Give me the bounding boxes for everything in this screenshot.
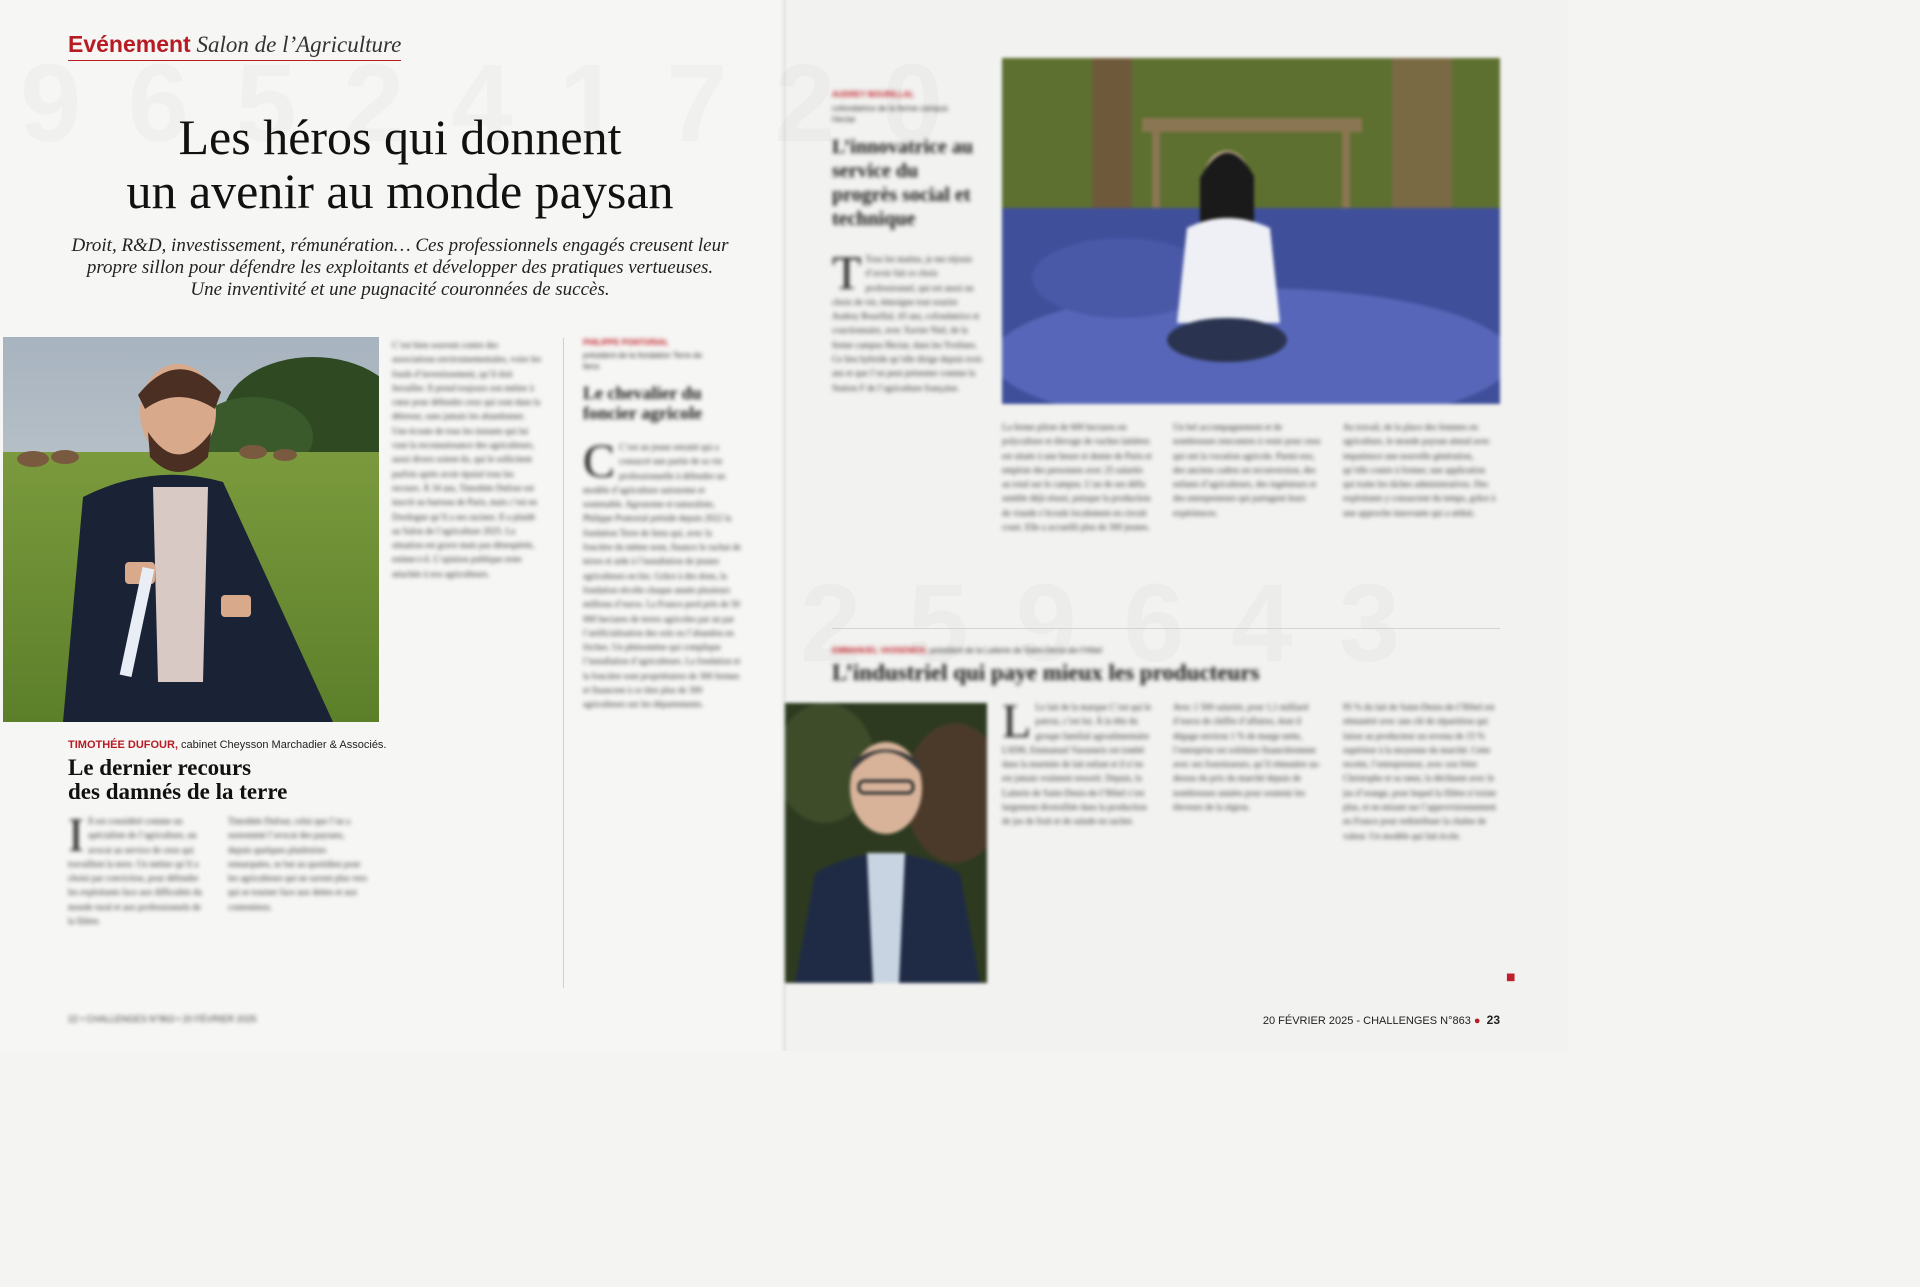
timothee-caption: [68, 738, 387, 752]
philippe-title: Le chevalier du foncier agricole: [583, 383, 703, 423]
philippe-body-text: C’est un jeune retraité qui a consacré une partie de sa vie professionnelle à défendre un modèle d’agriculture autonome et soutenable. Agronome et naturaliste, Philippe Pontorial préside depuis 2022 la fondation Terre de liens qui, avec la foncière du même nom, finance le rachat de terres et aide à l’installation de jeunes agriculteurs en bio. Grâce à des dons, la fondation récolte chaque année plusieurs millions d’euros. La France perd près de 50 000 hectares de terres agricoles par an par l’artificialisation des sols ou l’abandon en friches. Un phénomène qui complique l’installation d’agriculteurs. La fondation et la foncière sont propriétaires de 300 fermes et financent à ce titre plus de 300 agriculteurs sur les départements.: [583, 442, 741, 710]
emmanuel-body-text: 95 % du lait de Saint-Denis-de-l’Hôtel est rémunéré avec une clé de répartition qui laisse au producteur un revenu de 15 % supérieur à la moyenne du marché. Cette recette, l’entrepreneur, avec son frère Christophe et sa sœur, la déclinent avec le jus d’orange, pour lequel la filière n’existe plus, et en misant sur l’approvisionnement en France pour redistribuer la chaîne de valeur. Un modèle qui fait école.: [1343, 702, 1497, 841]
audrey-body-text: Un bel accompagnement et de nombreuses rencontres à venir pour ceux qui ont la vocation agricole. Parmi eux, des anciens cadres en reconversion, des enfants d’agriculteurs, des ingénieurs et des entrepreneurs qui partagent leurs expériences.: [1173, 422, 1321, 518]
column-rule: [563, 338, 564, 988]
audrey-body-col3: [1173, 420, 1323, 610]
dropcap: C: [583, 440, 616, 488]
emmanuel-caption: [832, 645, 1232, 656]
folio-right: [1263, 1013, 1500, 1027]
timothee-body-text: C’est bien souvent contre des associations environnementales, voire les fonds d’investissement, qu’il doit ferrailler. Il prend toujours son métier à cœur pour défendre ceux qui sont dans la détresse, sans jamais les abandonner. Une écoute de tous les instants qui lui vaut la reconnaissance des agriculteurs, aussi divers soient-ils, qui le sollicitent parfois après avoir épuisé tous les recours. À 34 ans, Timothée Dufour est inscrit au barreau de Paris, mais c’est en Dordogne qu’il a ses racines. Il a plaidé au Salon de l’agriculture 2025. La situation est grave mais pas désespérée, estime-t-il. L’opinion publique reste attachée à nos agriculteurs.: [392, 340, 541, 579]
emmanuel-vasseneix-photo: [785, 703, 987, 983]
audrey-body-text: Tous les matins, je me réjouis d’avoir fait ce choix professionnel, qui est aussi un choix de vie, témoigne tout sourire Audrey Bourillal, 43 ans, cofondatrice et coactionnaire, avec Xavier Niel, de la ferme campus Hectar, dans les Yvelines. Ce lieu hybride qu’elle dirige depuis trois ans et que l’on peut présenter comme la Station F de l’agriculture française.: [832, 254, 982, 393]
section-topic: Salon de l’Agriculture: [196, 32, 402, 57]
end-of-article-mark: ■: [1506, 972, 1516, 983]
timothee-role: cabinet Cheysson Marchadier & Associés.: [178, 739, 387, 751]
standfirst: Droit, R&D, investissement, rémunération… Ces professionnels engagés creusent leur propre sillon pour défendre les exploitants et développer des pratiques vertueuses. Une inventivité et une pugnacité couronnées de succès.: [71, 235, 729, 300]
emmanuel-body-col3: [1343, 700, 1498, 985]
philippe-name: PHILIPPE PONTORIAL: [583, 338, 669, 347]
folio-dot-icon: ●: [1473, 1015, 1481, 1027]
section-label: [68, 30, 401, 61]
section-divider: [832, 628, 1500, 629]
audrey-role: cofondatrice de la ferme campus Hectar: [832, 104, 949, 124]
section-rubric: Evénement: [68, 31, 191, 57]
timothee-title: Le dernier recours des damnés de la terre: [68, 755, 288, 804]
timothee-body-text: Il est considéré comme un spécialiste de l’agriculture, un avocat au service de ceux qui travaillent la terre. Un métier qu’il a choisi par conviction, pour défendre les exploitants face aux difficultés du monde rural et aux professionnels de la filière.: [68, 816, 203, 927]
folio-left: 22 • CHALLENGES N°863 • 20 FÉVRIER 2025: [68, 1014, 257, 1024]
audrey-body-col2: [1002, 420, 1152, 610]
emmanuel-body-text: Avec 1 500 salariés, pour 1,1 milliard d’euros de chiffre d’affaires, dont il dégage environ 1 % de marge nette, l’entreprise est solidaire financièrement avec ses fournisseurs, qu’il rémunère au-dessus du prix du marché depuis de nombreuses années pour soutenir les éleveurs de la région.: [1173, 702, 1321, 813]
timothee-body-col2: [228, 814, 368, 990]
audrey-bourillal-photo: [1002, 58, 1500, 404]
audrey-body-text: La ferme pilote de 600 hectares en polyculture et élevage de vaches laitières est située à une heure et demie de Paris et emploie des personnes avec 25 salariés au total sur le campus. L’un de ses défis semble déjà réussi, puisque la production de viande s’écoule localement en circuit court. Elle a accueilli plus de 300 jeunes.: [1002, 422, 1152, 533]
main-headline: Les héros qui donnent un avenir au monde paysan: [126, 109, 674, 219]
emmanuel-body-text: Le lait de la marque C’est qui le patron, c’est lui. À la tête du groupe familial agroalimentaire LSDH, Emmanuel Vasseneix est tombé dans la marmite de lait enfant et il n’en est jamais vraiment ressorti. Depuis, la Laiterie de Saint-Denis-de-l’Hôtel s’est largement diversifiée dans la production de jus de fruit et de salade en sachet.: [1002, 702, 1152, 827]
philippe-body: [583, 440, 741, 988]
timothee-body-text: Timothée Dufour, celui que l’on a surnommé l’avocat des paysans, depuis quelques plaidoiries remarquées, se bat au quotidien pour les agriculteurs qui ne savent plus vers qui se tourner face aux dettes et aux contentieux.: [228, 816, 367, 912]
dropcap: L: [1002, 700, 1032, 748]
dropcap: I: [68, 814, 84, 862]
audrey-body-col4: [1343, 420, 1498, 610]
dropcap: T: [832, 252, 862, 300]
audrey-body-text: Au travail, de la place des femmes en agriculture, le monde paysan attend avec impatience une nouvelle génération, qu’elle contre à former, une application qui traite les tâches administratives. Des exploitants y consacrent du temps, grâce à une approche innovante qui a séduit.: [1343, 422, 1496, 518]
page-number: 23: [1486, 1013, 1500, 1027]
emmanuel-body-col1: [1002, 700, 1152, 985]
timothee-dufour-photo: [3, 337, 379, 722]
emmanuel-role: président de la Laiterie de Saint-Denis-de-l’Hôtel: [927, 646, 1103, 655]
emmanuel-body-col2: [1173, 700, 1323, 985]
timothee-name: TIMOTHÉE DUFOUR,: [68, 739, 178, 751]
timothee-body-col1: [68, 814, 208, 990]
audrey-title: L’innovatrice au service du progrès social et technique: [832, 136, 973, 230]
philippe-role: président de la fondation Terre de liens: [583, 351, 703, 371]
audrey-name: AUDREY BOURILLAL: [832, 90, 915, 99]
emmanuel-title: L’industriel qui paye mieux les producteurs: [832, 660, 1260, 685]
folio-right-text: 20 FÉVRIER 2025 - CHALLENGES N°863: [1262, 1015, 1471, 1027]
audrey-body-col1: [832, 252, 984, 602]
timothee-body-col3: [392, 338, 542, 988]
emmanuel-name: EMMANUEL VASSENEIX,: [832, 646, 928, 655]
